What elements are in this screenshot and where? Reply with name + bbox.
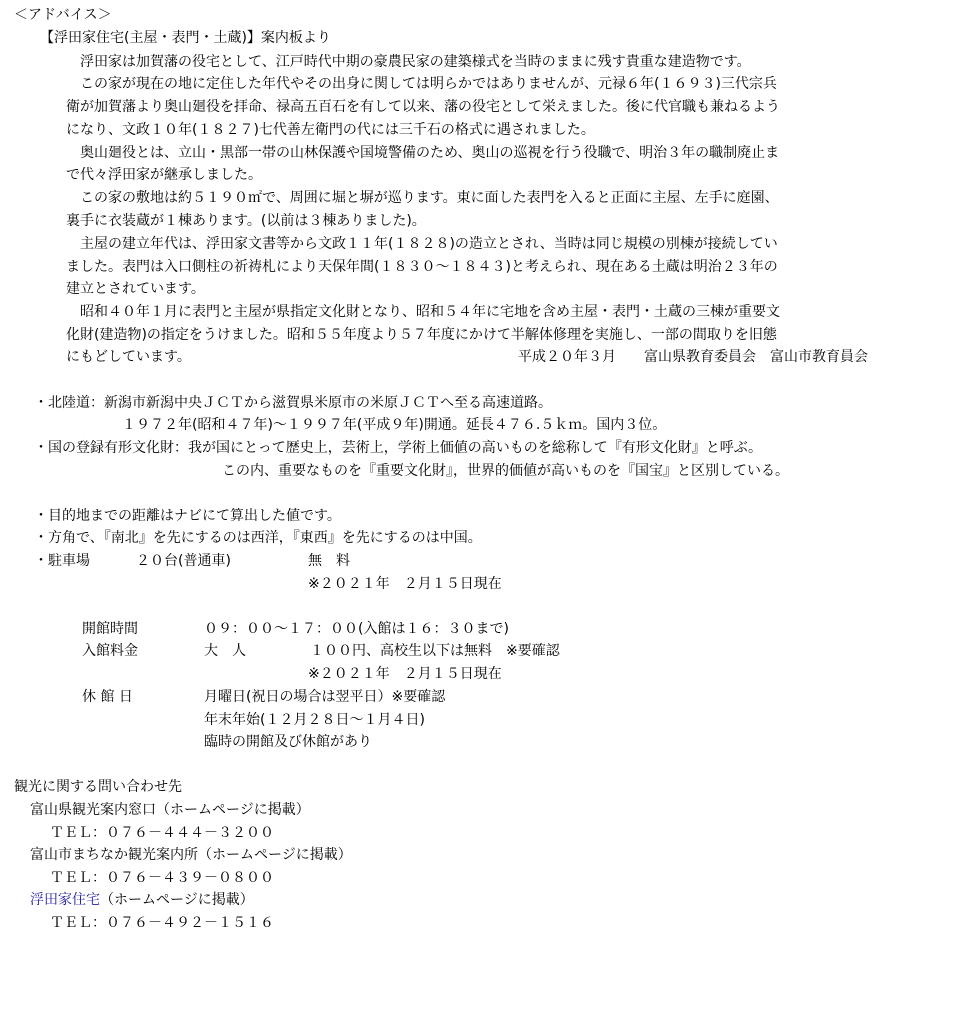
paragraph-line: 浮田家は加賀藩の役宅として、江戸時代中期の豪農民家の建築様式を当時のままに残す貴重な建造物です。 <box>80 54 751 70</box>
paragraph-line: 衛が加賀藩より奥山廻役を拝命、禄高五百石を有して以来、藩の役宅として栄えました。後に代官職も兼ねるよう <box>66 99 780 115</box>
paragraph-line: この家が現在の地に定住した年代やその出身に関しては明らかではありませんが、元禄６年(１６９３)三代宗兵 <box>80 76 777 92</box>
note-hokuriku-detail: １９７２年(昭和４７年)～１９９７年(平成９年)開通。延長４７６.５ｋｍ。国内３位。 <box>122 417 667 433</box>
contact-name: 富山市まちなか観光案内所（ホームページに掲載） <box>30 847 352 863</box>
note-bunkazai-detail: この内、重要なものを『重要文化財』，世界的価値が高いものを『国宝』と区別している。 <box>222 463 789 479</box>
parking-fee: 無 料 <box>308 553 350 569</box>
closed-new-year: 年末年始(１２月２８日～１月４日) <box>204 712 425 728</box>
paragraph-line: 建立とされています。 <box>66 281 205 297</box>
fee-adult: 大 人 <box>204 643 246 659</box>
advice-heading: ＜アドバイス＞ <box>14 7 112 23</box>
closed-temporary: 臨時の開館及び休館があり <box>204 734 372 750</box>
contact-row <box>30 889 254 911</box>
note-direction: ・方角で、『南北』を先にするのは西洋，『東西』を先にするのは中国。 <box>34 530 482 546</box>
ukita-house-link[interactable]: 浮田家住宅 <box>30 892 100 908</box>
closed-label: 休 館 日 <box>82 689 133 705</box>
source-title: 【浮田家住宅(主屋・表門・土蔵)】案内板より <box>40 30 331 46</box>
contact-tel: ＴＥＬ：０７６－４９２－１５１６ <box>50 915 274 931</box>
paragraph-line: 奥山廻役とは、立山・黒部一帯の山林保護や国境警備のため、奥山の巡視を行う役職で、明治３年の職制廃止ま <box>80 145 780 161</box>
contacts-heading: 観光に関する問い合わせ先 <box>14 779 182 795</box>
parking-value: ２０台(普通車) <box>136 553 231 569</box>
paragraph-line: 化財(建造物)の指定をうけました。昭和５５年度より５７年度にかけて半解体修理を実施し、一部の間取りを旧態 <box>66 327 777 343</box>
paragraph-line: にもどしています。 <box>66 349 191 365</box>
paragraph-line: この家の敷地は約５１９０㎡で、周囲に堀と塀が巡ります。東に面した表門を入ると正面に主屋、左手に庭園、 <box>80 190 779 206</box>
note-bunkazai: ・国の登録有形文化財：我が国にとって歴史上，芸術上，学術上価値の高いものを総称して『有形文化財』と呼ぶ。 <box>34 440 762 456</box>
contact-tel: ＴＥＬ：０７６－４３９－０８００ <box>50 870 274 886</box>
fee-value: １００円、高校生以下は無料 ※要確認 <box>310 643 560 659</box>
note-hokuriku: ・北陸道：新潟市新潟中央ＪＣＴから滋賀県米原市の米原ＪＣＴへ至る高速道路。 <box>34 395 552 411</box>
parking-label: ・駐車場 <box>34 553 90 569</box>
paragraph-line: 昭和４０年１月に表門と主屋が県指定文化財となり、昭和５４年に宅地を含め主屋・表門・土蔵の三棟が重要文 <box>80 304 780 320</box>
paragraph-line: 主屋の建立年代は、浮田家文書等から文政１１年(１８２８)の造立とされ、当時は同じ規模の別棟が接続してい <box>80 236 778 252</box>
paragraph-line: になり、文政１０年(１８２７)七代善左衛門の代には三千石の格式に遇されました。 <box>66 122 595 138</box>
paragraph-line: 裏手に衣装蔵が１棟あります。(以前は３棟ありました)。 <box>66 213 426 229</box>
note-distance: ・目的地までの距離はナビにて算出した値です。 <box>34 508 341 524</box>
paragraph-line: で代々浮田家が継承しました。 <box>66 167 262 183</box>
hours-label: 開館時間 <box>82 621 138 637</box>
contact-suffix: （ホームページに掲載） <box>100 892 254 908</box>
closed-day: 月曜日(祝日の場合は翌平日）※要確認 <box>204 689 446 705</box>
parking-date: ※２０２１年 ２月１５日現在 <box>308 576 502 592</box>
contact-name: 富山県観光案内窓口（ホームページに掲載） <box>30 802 310 818</box>
contact-tel: ＴＥＬ：０７６－４４４－３２００ <box>50 825 274 841</box>
hours-value: ０９：００～１７：００(入館は１６：３０まで) <box>204 621 509 637</box>
paragraph-line: ました。表門は入口側柱の祈祷札により天保年間(１８３０～１８４３)と考えられ、現在ある土蔵は明治２３年の <box>66 259 778 275</box>
signature: 平成２０年３月 富山県教育委員会 富山市教育員会 <box>518 349 868 365</box>
fee-date: ※２０２１年 ２月１５日現在 <box>308 666 502 682</box>
fee-label: 入館料金 <box>82 643 138 659</box>
